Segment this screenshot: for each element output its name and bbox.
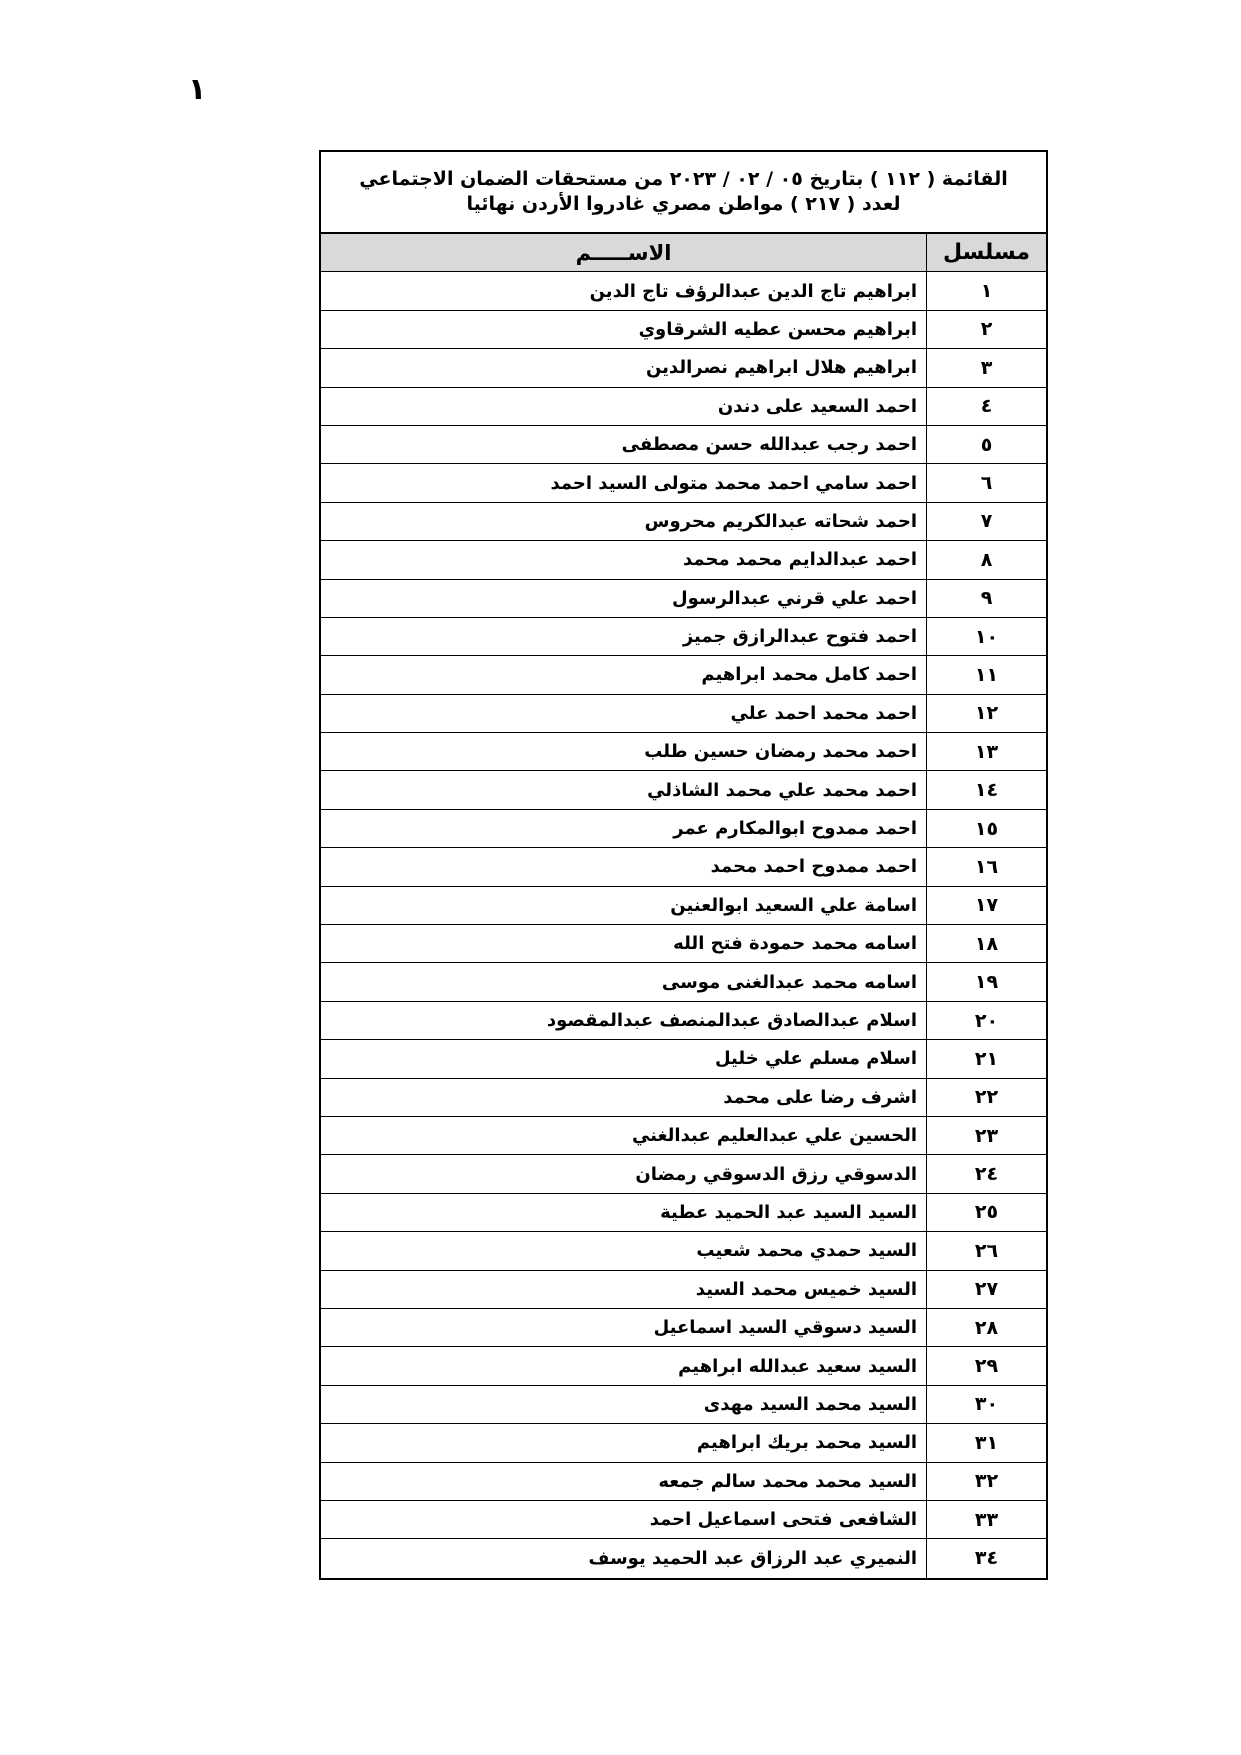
name-cell: اسامة علي السعيد ابوالعنين [670, 894, 917, 916]
name-cell: النميري عبد الرزاق عبد الحميد يوسف [588, 1547, 917, 1569]
name-cell: السيد محمد بريك ابراهيم [696, 1432, 917, 1454]
name-cell: احمد محمد احمد علي [730, 702, 917, 724]
table-row [321, 388, 1046, 426]
caption-line-2: لعدد ( ٢١٧ ) مواطن مصري غادروا الأردن نهائيا [466, 193, 901, 215]
serial-cell: ٢٣ [926, 1117, 1046, 1154]
table-row [321, 1040, 1046, 1078]
name-cell: احمد عبدالدايم محمد محمد [683, 549, 917, 571]
name-cell: اسلام عبدالصادق عبدالمنصف عبدالمقصود [546, 1010, 917, 1031]
serial-column-header: مسلسل [926, 234, 1046, 271]
name-cell: اشرف رضا على محمد [723, 1086, 917, 1108]
table-row [321, 1079, 1046, 1117]
name-cell: ابراهيم تاج الدين عبدالرؤف تاج الدين [589, 280, 917, 302]
name-cell: احمد سامي احمد محمد متولى السيد احمد [550, 472, 917, 494]
caption-line-1: القائمة ( ١١٢ ) بتاريخ ٠٥ / ٠٢ / ٢٠٢٣ من مستحقات الضمان الاجتماعي [359, 168, 1008, 190]
serial-cell: ١٢ [926, 695, 1046, 732]
table-row [321, 311, 1046, 349]
serial-cell: ١٧ [926, 887, 1046, 924]
serial-cell: ٢٥ [926, 1194, 1046, 1231]
serial-cell: ٦ [926, 464, 1046, 501]
name-cell: اسلام مسلم علي خليل [714, 1048, 917, 1070]
table-row [321, 503, 1046, 541]
table-row [321, 1539, 1046, 1577]
serial-cell: ١١ [926, 656, 1046, 693]
name-column-header: الاســـــم [575, 240, 672, 265]
name-cell: احمد كامل محمد ابراهيم [701, 664, 917, 686]
table-row [321, 1386, 1046, 1424]
table-row [321, 349, 1046, 387]
name-cell: اسامه محمد عبدالغنى موسى [661, 971, 917, 993]
table-row [321, 1501, 1046, 1539]
name-cell: ابراهيم هلال ابراهيم نصرالدين [645, 357, 917, 379]
table-row [321, 810, 1046, 848]
name-cell: احمد علي قرني عبدالرسول [672, 587, 917, 609]
name-cell: السيد دسوقي السيد اسماعيل [653, 1317, 917, 1339]
table-row [321, 1117, 1046, 1155]
table-row [321, 464, 1046, 502]
name-cell: السيد محمد السيد مهدى [703, 1393, 917, 1415]
name-cell: احمد السعيد على دندن [717, 395, 917, 417]
table-row [321, 848, 1046, 886]
serial-cell: ٣١ [926, 1424, 1046, 1461]
name-cell: السيد محمد محمد سالم جمعه [658, 1470, 917, 1492]
name-cell: اسامه محمد حمودة فتح الله [673, 933, 917, 955]
name-cell: احمد ممدوح احمد محمد [710, 856, 917, 878]
name-cell: الحسين علي عبدالعليم عبدالغني [631, 1125, 917, 1147]
name-cell: احمد محمد رمضان حسين طلب [644, 741, 917, 763]
name-cell: احمد ممدوح ابوالمكارم عمر [673, 818, 917, 840]
table-caption [321, 152, 1046, 234]
table-row [321, 656, 1046, 694]
names-table [319, 150, 1048, 1580]
serial-cell: ٨ [926, 541, 1046, 578]
table-row [321, 1463, 1046, 1501]
table-row [321, 1002, 1046, 1040]
serial-cell: ٢٩ [926, 1347, 1046, 1384]
table-row [321, 925, 1046, 963]
serial-cell: ٧ [926, 503, 1046, 540]
name-cell: الدسوقي رزق الدسوقي رمضان [635, 1163, 917, 1185]
serial-cell: ٩ [926, 580, 1046, 617]
table-row [321, 695, 1046, 733]
serial-cell: ٢ [926, 311, 1046, 348]
serial-cell: ٣٠ [926, 1386, 1046, 1423]
serial-cell: ٢٦ [926, 1232, 1046, 1269]
table-row [321, 1155, 1046, 1193]
table-row [321, 1309, 1046, 1347]
serial-cell: ١٤ [926, 771, 1046, 808]
serial-cell: ٢٨ [926, 1309, 1046, 1346]
table-row [321, 580, 1046, 618]
table-row [321, 1424, 1046, 1462]
serial-cell: ٣٣ [926, 1501, 1046, 1538]
name-cell: الشافعى فتحى اسماعيل احمد [649, 1509, 917, 1531]
serial-cell: ١ [926, 272, 1046, 309]
serial-cell: ٣٢ [926, 1463, 1046, 1500]
name-cell: ابراهيم محسن عطيه الشرقاوي [638, 318, 917, 340]
name-cell: السيد خميس محمد السيد [695, 1278, 917, 1300]
table-row [321, 272, 1046, 310]
table-row [321, 541, 1046, 579]
table-header-row [321, 234, 1046, 272]
serial-cell: ٥ [926, 426, 1046, 463]
table-row [321, 1232, 1046, 1270]
serial-cell: ٢٢ [926, 1079, 1046, 1116]
table-row [321, 1271, 1046, 1309]
name-cell: احمد محمد علي محمد الشاذلي [647, 779, 917, 801]
serial-cell: ٢٤ [926, 1155, 1046, 1192]
page-number: ١ [188, 72, 207, 107]
table-row [321, 887, 1046, 925]
serial-cell: ٣٤ [926, 1539, 1046, 1577]
name-cell: السيد سعيد عبدالله ابراهيم [678, 1355, 917, 1377]
table-row [321, 618, 1046, 656]
serial-cell: ١٨ [926, 925, 1046, 962]
table-row [321, 1194, 1046, 1232]
name-cell: احمد شحاته عبدالكريم محروس [644, 510, 917, 532]
serial-cell: ١٣ [926, 733, 1046, 770]
serial-cell: ١٥ [926, 810, 1046, 847]
table-row [321, 426, 1046, 464]
table-row [321, 733, 1046, 771]
name-cell: احمد رجب عبدالله حسن مصطفى [621, 434, 917, 456]
name-cell: السيد السيد عبد الحميد عطية [660, 1201, 917, 1223]
table-row [321, 1347, 1046, 1385]
table-row [321, 963, 1046, 1001]
serial-cell: ١٠ [926, 618, 1046, 655]
name-cell: السيد حمدي محمد شعيب [696, 1240, 917, 1262]
serial-cell: ٤ [926, 388, 1046, 425]
serial-cell: ١٦ [926, 848, 1046, 885]
serial-cell: ٣ [926, 349, 1046, 386]
serial-cell: ٢٧ [926, 1271, 1046, 1308]
serial-cell: ١٩ [926, 963, 1046, 1000]
table-row [321, 771, 1046, 809]
table-body [321, 272, 1046, 1577]
serial-cell: ٢١ [926, 1040, 1046, 1077]
name-cell: احمد فتوح عبدالرازق جميز [682, 626, 917, 648]
serial-cell: ٢٠ [926, 1002, 1046, 1039]
